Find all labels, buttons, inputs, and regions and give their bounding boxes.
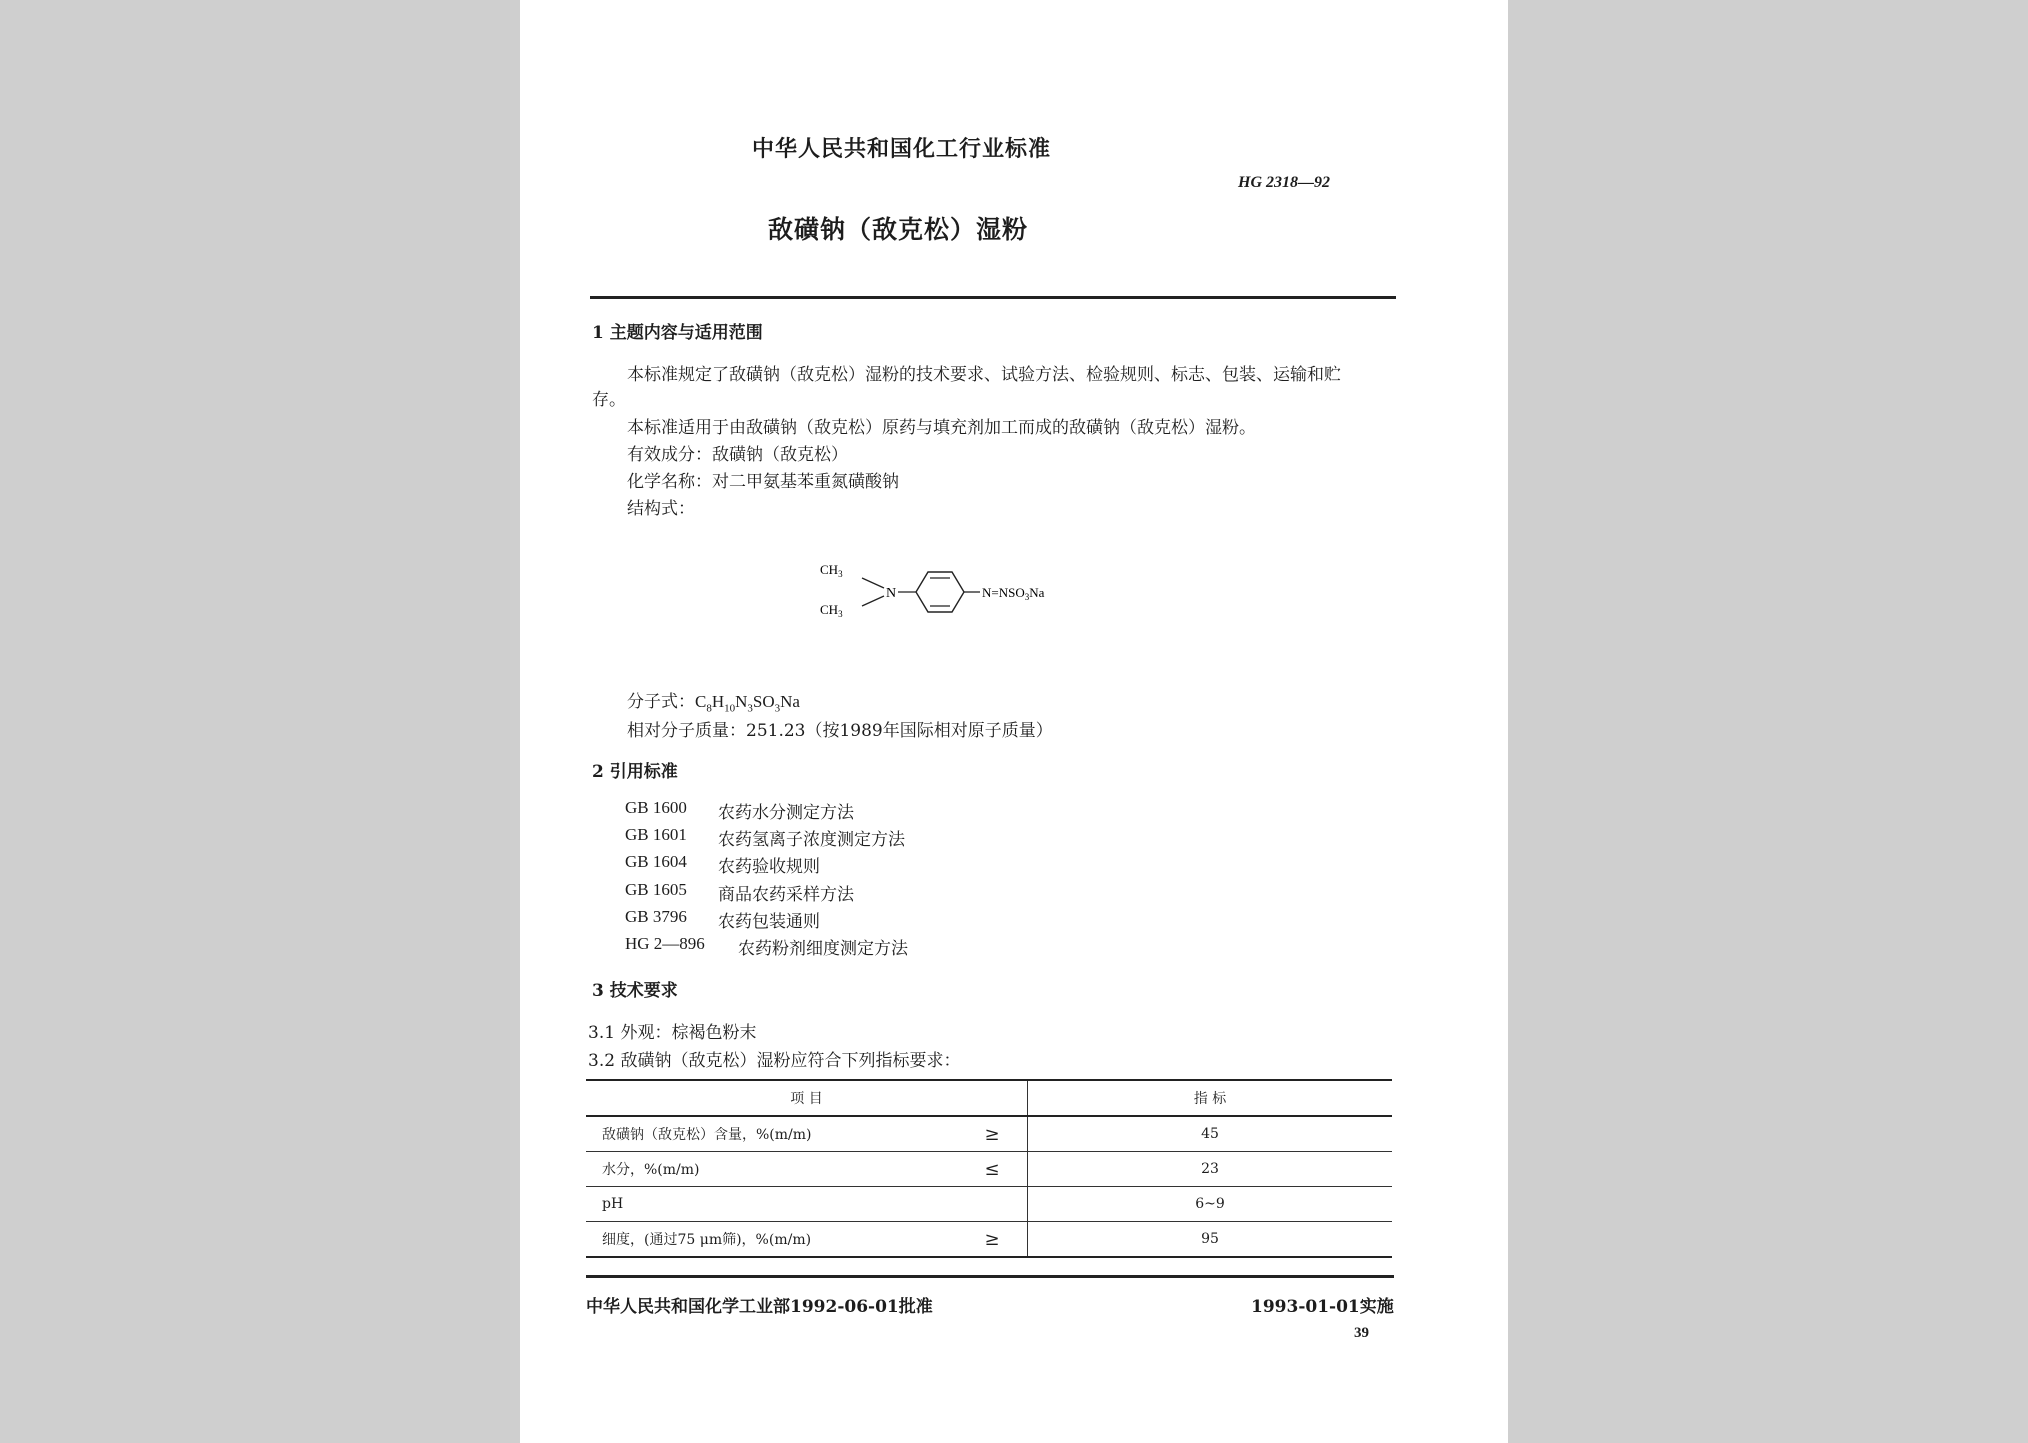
ref-title: 商品农药采样方法: [718, 885, 854, 905]
ref-code: GB 3796: [625, 907, 687, 926]
page-number: 39: [1354, 1325, 1369, 1341]
diazo-sulfonate-group: $N=NSO_3Na$: [982, 585, 1045, 602]
effective-date: 1993-01-01实施: [1251, 1297, 1394, 1317]
row-value: 6~9: [1028, 1187, 1393, 1222]
structure-label: 结构式：: [627, 499, 695, 519]
ref-title: 农药水分测定方法: [718, 803, 854, 823]
row-item: 细度，(通过75 μm筛)，%(m/m): [586, 1222, 957, 1258]
table-row: [586, 1116, 1392, 1152]
approval-line: 中华人民共和国化学工业部1992-06-01批准: [586, 1297, 933, 1317]
bottom-rule: [586, 1275, 1394, 1278]
header-value: 指 标: [1028, 1080, 1393, 1116]
structural-formula: [820, 552, 1080, 632]
ref-title: 农药包装通则: [718, 912, 820, 932]
row-operator: [957, 1187, 1028, 1222]
subsection-3-2: 3.2 敌磺钠（敌克松）湿粉应符合下列指标要求：: [588, 1051, 961, 1071]
row-item: 水分，%(m/m): [586, 1152, 957, 1187]
ref-code: HG 2—896: [625, 934, 705, 953]
row-item: 敌磺钠（敌克松）含量，%(m/m): [586, 1116, 957, 1152]
chemical-name: 化学名称：对二甲氨基苯重氮磺酸钠: [627, 472, 899, 492]
ref-code: GB 1604: [625, 852, 687, 871]
subsection-3-1: 3.1 外观：棕褐色粉末: [588, 1023, 757, 1043]
molecular-mass: 相对分子质量：251.23（按1989年国际相对原子质量）: [627, 721, 1053, 741]
ref-code: GB 1601: [625, 825, 687, 844]
document-title: 敌磺钠（敌克松）湿粉: [768, 215, 1029, 244]
table-header-row: [586, 1080, 1392, 1116]
row-value: 95: [1028, 1222, 1393, 1258]
row-item: pH: [586, 1187, 957, 1222]
table-row: [586, 1187, 1392, 1222]
ref-title: 农药氢离子浓度测定方法: [718, 830, 905, 850]
spec-table: [586, 1079, 1392, 1258]
top-rule: [590, 296, 1396, 299]
row-value: 23: [1028, 1152, 1393, 1187]
active-ingredient: 有效成分：敌磺钠（敌克松）: [627, 445, 848, 465]
ref-title: 农药粉剂细度测定方法: [738, 939, 908, 959]
molecular-formula: 分子式：$C_8H_{10}N_3SO_3Na$: [627, 692, 800, 715]
row-value: 45: [1028, 1116, 1393, 1152]
molecular-formula-label: 分子式：: [627, 692, 695, 712]
section2-heading: 2 引用标准: [592, 762, 678, 782]
table-row: [586, 1152, 1392, 1187]
section1-para1-line2: 存。: [592, 390, 626, 410]
structural-formula-drawing: [820, 552, 1080, 632]
section1-para2: 本标准适用于由敌磺钠（敌克松）原药与填充剂加工而成的敌磺钠（敌克松）湿粉。: [627, 418, 1256, 438]
ref-code: GB 1605: [625, 880, 687, 899]
section1-para1-line1: 本标准规定了敌磺钠（敌克松）湿粉的技术要求、试验方法、检验规则、标志、包装、运输和贮: [627, 365, 1341, 385]
table-row: [586, 1222, 1392, 1258]
ref-code: GB 1600: [625, 798, 687, 817]
row-operator: ≥: [957, 1222, 1028, 1258]
methyl-group-top: $CH_3$: [820, 562, 843, 579]
row-operator: ≤: [957, 1152, 1028, 1187]
amine-nitrogen: N: [886, 586, 897, 601]
section3-heading: 3 技术要求: [592, 981, 678, 1001]
ref-title: 农药验收规则: [718, 857, 820, 877]
document-page: [520, 0, 1508, 1443]
section1-heading: 1 主题内容与适用范围: [592, 323, 763, 343]
header-item: 项 目: [586, 1080, 1028, 1116]
standard-title: 中华人民共和国化工行业标准: [752, 136, 1052, 162]
standard-code: HG 2318—92: [1238, 174, 1330, 191]
row-operator: ≥: [957, 1116, 1028, 1152]
methyl-group-bottom: $CH_3$: [820, 602, 843, 619]
